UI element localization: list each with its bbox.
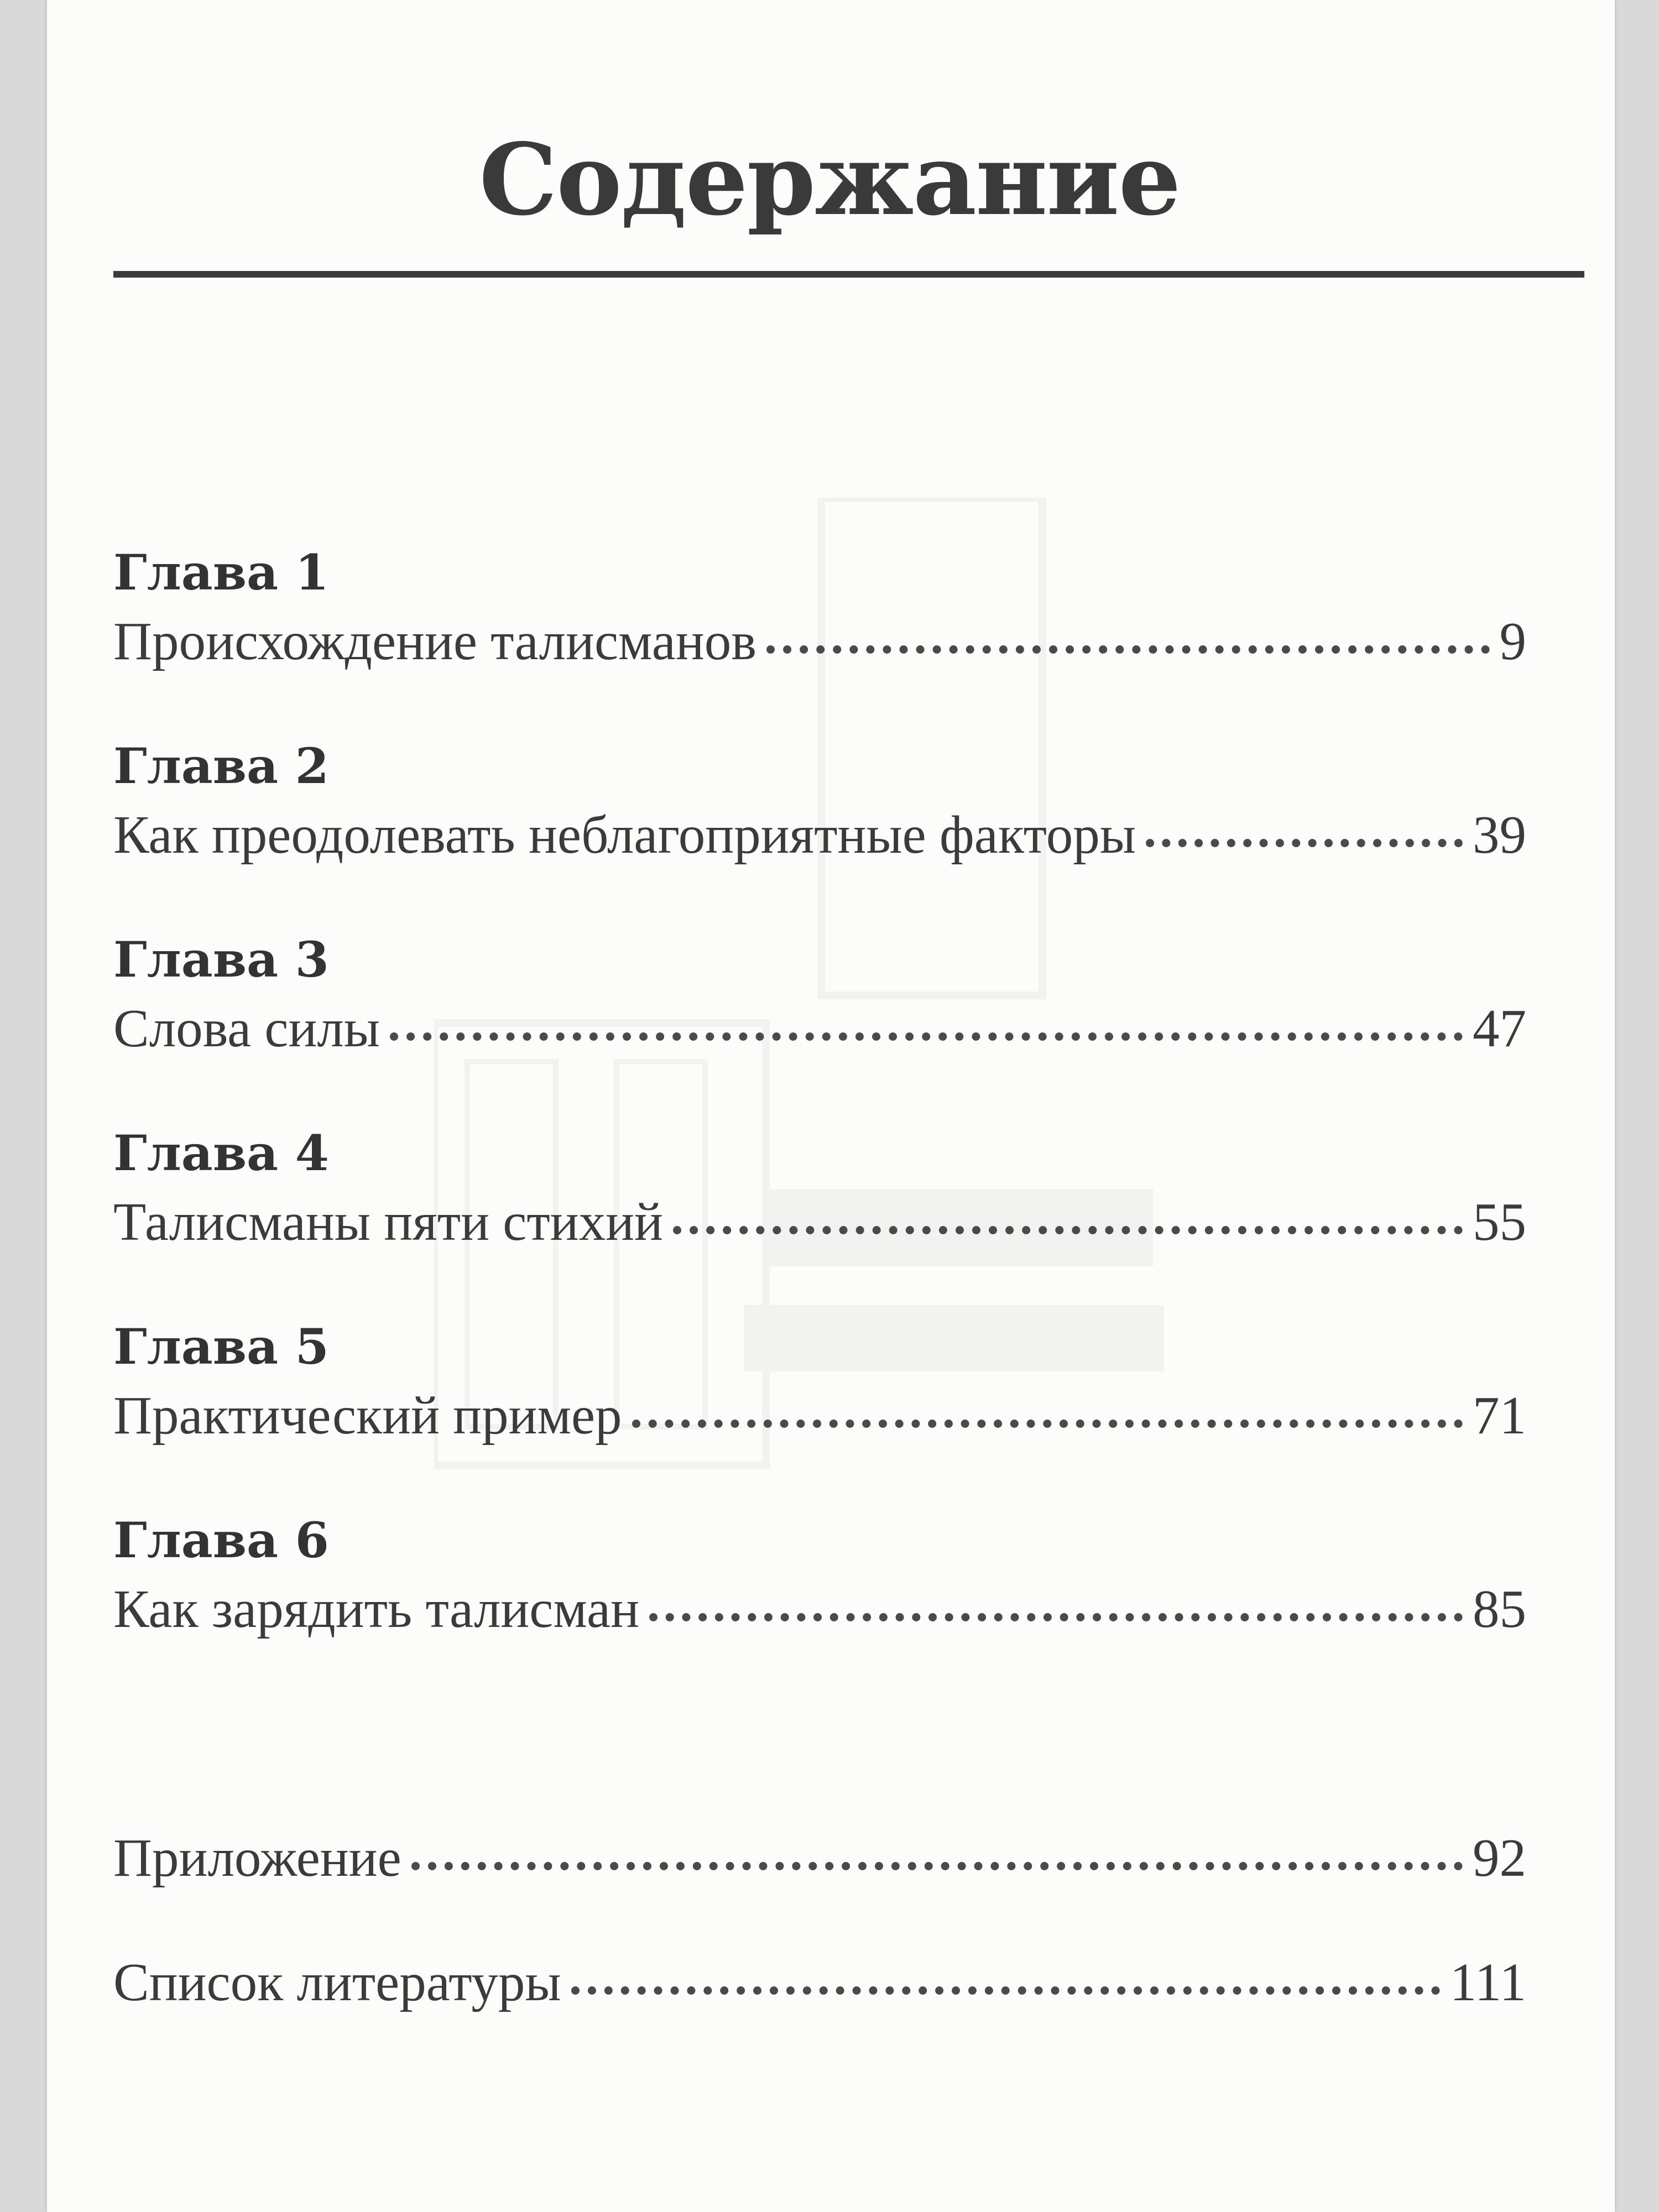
chapter-5-label: Глава 5 xyxy=(113,1318,329,1375)
dot-leader xyxy=(766,645,1489,654)
toc-entry-page-number: 39 xyxy=(1473,805,1526,864)
title-divider xyxy=(113,271,1584,278)
chapter-2-label: Глава 2 xyxy=(113,737,329,795)
chapter-3-label: Глава 3 xyxy=(113,931,329,988)
toc-entry-page-number: 55 xyxy=(1473,1192,1526,1251)
toc-entry-title: Талисманы пяти стихий xyxy=(113,1192,663,1251)
toc-entry-page-number: 47 xyxy=(1473,999,1526,1058)
toc-entry-title: Список литературы xyxy=(113,1953,561,2012)
toc-entry-page-number: 85 xyxy=(1473,1579,1526,1639)
chapter-1-label: Глава 1 xyxy=(113,544,329,601)
toc-entry-chapter-1[interactable] xyxy=(113,611,1526,672)
dot-leader xyxy=(390,1032,1463,1041)
toc-entry-title: Приложение xyxy=(113,1828,401,1887)
toc-entry-title: Как преодолевать неблагоприятные факторы xyxy=(113,805,1136,864)
toc-entry-title: Слова силы xyxy=(113,999,380,1058)
toc-entry-bibliography[interactable] xyxy=(113,1952,1526,2013)
dot-leader xyxy=(411,1862,1463,1870)
page-title: Содержание xyxy=(479,122,1180,237)
dot-leader xyxy=(571,1986,1440,1995)
dot-leader xyxy=(1146,839,1463,847)
dot-leader xyxy=(673,1226,1463,1234)
dot-leader xyxy=(632,1420,1463,1428)
toc-entry-page-number: 9 xyxy=(1499,612,1526,671)
toc-entry-chapter-5[interactable] xyxy=(113,1385,1526,1446)
toc-entry-chapter-6[interactable] xyxy=(113,1579,1526,1640)
toc-entry-chapter-3[interactable] xyxy=(113,998,1526,1059)
toc-entry-chapter-4[interactable] xyxy=(113,1192,1526,1253)
chapter-6-label: Глава 6 xyxy=(113,1511,329,1569)
dot-leader xyxy=(649,1613,1463,1621)
toc-entry-title: Практический пример xyxy=(113,1386,622,1445)
toc-entry-title: Как зарядить талисман xyxy=(113,1579,640,1639)
toc-entry-page-number: 111 xyxy=(1449,1953,1526,2012)
toc-entry-page-number: 92 xyxy=(1473,1828,1526,1887)
toc-entry-page-number: 71 xyxy=(1473,1386,1526,1445)
toc-entry-title: Происхождение талисманов xyxy=(113,612,757,671)
chapter-4-label: Глава 4 xyxy=(113,1124,329,1182)
toc-entry-appendix[interactable] xyxy=(113,1828,1526,1888)
toc-entry-chapter-2[interactable] xyxy=(113,805,1526,865)
